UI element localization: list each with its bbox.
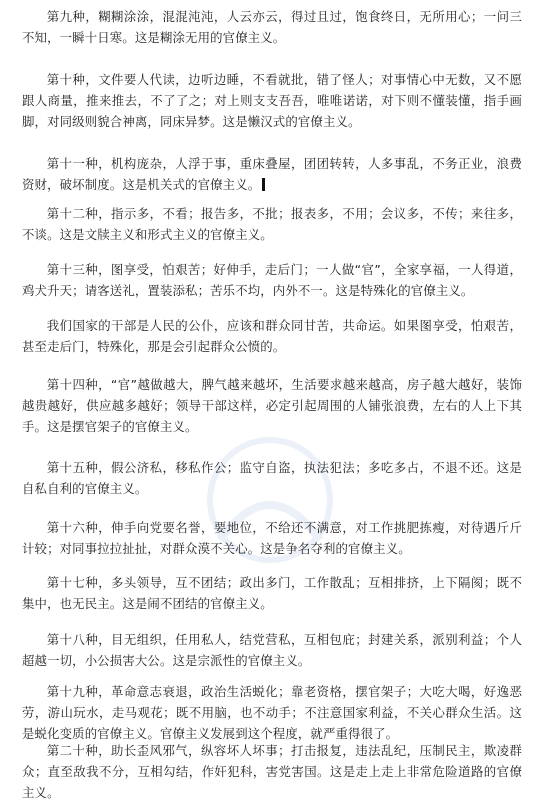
paragraph-9: 第九种，糊糊涂涂，混混沌沌，人云亦云，得过且过，饱食终日，无所用心；一问三不知，一瞬十日寒。这是糊涂无用的官僚主义。 xyxy=(22,9,522,45)
paragraph-commentary: 我们国家的干部是人民的公仆，应该和群众同甘苦，共命运。如果图享受，怕艰苦，甚至走后门，特殊化，那是会引起群众公愤的。 xyxy=(22,318,522,354)
paragraph-15: 第十五种，假公济私，移私作公；监守自盗，执法犯法；多吃多占，不退不还。这是自私自利的官僚主义。 xyxy=(22,460,522,496)
paragraph-18: 第十八种，目无组织，任用私人，结党营私，互相包庇；封建关系，派别利益；个人超越一切，小公损害大公。这是宗派性的官僚主义。 xyxy=(22,632,522,668)
paragraph-20: 第二十种，助长歪风邪气，纵容坏人坏事；打击报复，违法乱纪，压制民主，欺凌群众；直至敌我不分，互相勾结，作奸犯科，害党害国。这是走上走上非常危险道路的官僚主义。 xyxy=(22,743,522,800)
paragraph-19: 第十九种，革命意志衰退，政治生活蜕化；靠老资格，摆官架子；大吃大喝，好逸恶劳，游山玩水，走马观花；既不用脑，也不动手；不注意国家利益，不关心群众生活。这是蜕化变质的官僚主义。官僚主义发展到这个程度，就严重得很了。 xyxy=(22,684,522,741)
paragraph-16: 第十六种，伸手向党要名誉，要地位，不给还不满意，对工作挑肥拣瘦，对待遇斤斤计较；对同事拉拉扯扯，对群众漠不关心。这是争名夺利的官僚主义。 xyxy=(22,520,522,556)
paragraph-11-wrap xyxy=(22,153,522,195)
paragraph-14: 第十四种，“官”越做越大，脾气越来越坏，生活要求越来越高，房子越大越好，装饰越贵越好，供应越多越好；领导干部这样，必定引起周围的人铺张浪费，左右的人上下其手。这是摆官架子的官僚主义。 xyxy=(22,377,522,434)
paragraph-11: 第十一种，机构庞杂，人浮于事，重床叠屋，团团转转，人多事乱，不务正业，浪费资财，破坏制度。这是机关式的官僚主义。 xyxy=(22,156,522,192)
text-cursor xyxy=(262,178,265,191)
paragraph-13: 第十三种，图享受，怕艰苦；好伸手，走后门；一人做“官”，全家享福，一人得道，鸡犬升天；请客送礼，置装添私；苦乐不均，内外不一。这是特殊化的官僚主义。 xyxy=(22,262,522,298)
paragraph-10: 第十种，文件要人代读，边听边睡，不看就批，错了怪人；对事情心中无数，又不愿跟人商量，推来推去，不了了之；对上则支支吾吾，唯唯诺诺，对下则不懂装懂，指手画脚，对同级则貌合神离，同床异梦。这是懒汉式的官僚主义。 xyxy=(22,72,522,129)
paragraph-17: 第十七种，多头领导，互不团结；政出多门，工作散乱；互相排挤，上下隔阂；既不集中，也无民主。这是闹不团结的官僚主义。 xyxy=(22,575,522,611)
paragraph-12: 第十二种，指示多，不看；报告多，不批；报表多，不用；会议多，不传；来往多，不谈。这是文牍主义和形式主义的官僚主义。 xyxy=(22,206,522,242)
